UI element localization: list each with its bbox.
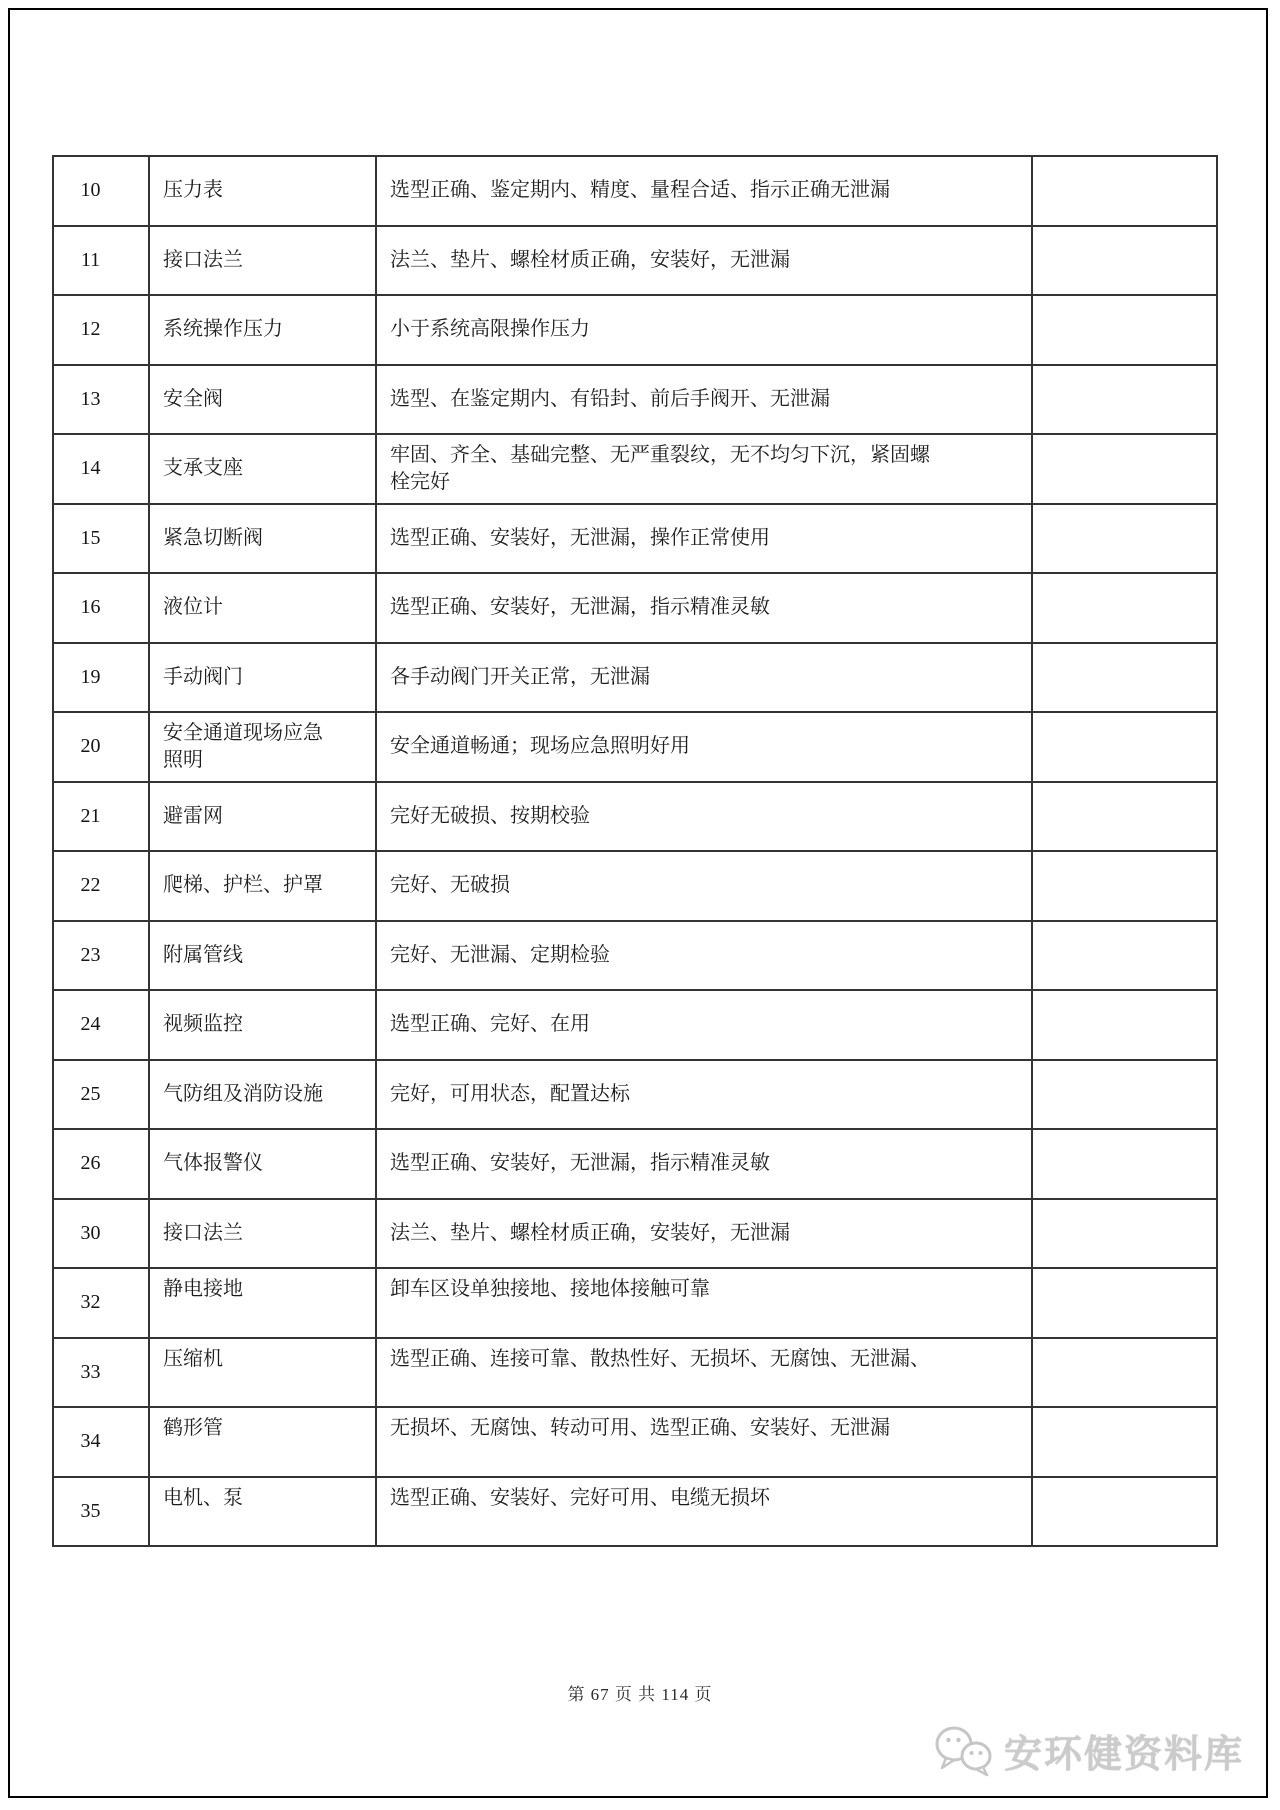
- table-row: [53, 1268, 1217, 1338]
- check-result-cell: [1032, 851, 1217, 921]
- item-name-cell: 附属管线: [149, 921, 376, 991]
- table-row: [53, 365, 1217, 435]
- check-result-cell: [1032, 1407, 1217, 1477]
- item-name-cell: 支承支座: [149, 434, 376, 504]
- row-number-cell: 12: [53, 295, 149, 365]
- row-number-cell: 16: [53, 573, 149, 643]
- table-row: [53, 921, 1217, 991]
- row-number-cell: 15: [53, 504, 149, 574]
- row-number-cell: 10: [53, 156, 149, 226]
- requirement-cell: 选型正确、安装好、完好可用、电缆无损坏: [376, 1477, 1032, 1547]
- table-row: [53, 1060, 1217, 1130]
- requirement-cell: 选型正确、鉴定期内、精度、量程合适、指示正确无泄漏: [376, 156, 1032, 226]
- item-name-cell: 手动阀门: [149, 643, 376, 713]
- check-result-cell: [1032, 365, 1217, 435]
- table-row: [53, 1477, 1217, 1547]
- table-row: [53, 712, 1217, 782]
- check-result-cell: [1032, 573, 1217, 643]
- check-result-cell: [1032, 1199, 1217, 1269]
- row-number-cell: 23: [53, 921, 149, 991]
- item-name-cell: 气防组及消防设施: [149, 1060, 376, 1130]
- watermark: [934, 1722, 1244, 1778]
- row-number-cell: 30: [53, 1199, 149, 1269]
- inspection-table: [52, 155, 1218, 1547]
- requirement-cell: 完好，可用状态，配置达标: [376, 1060, 1032, 1130]
- check-result-cell: [1032, 643, 1217, 713]
- item-name-cell: 鹤形管: [149, 1407, 376, 1477]
- item-name-cell: 液位计: [149, 573, 376, 643]
- chat-bubbles-icon: [934, 1722, 996, 1778]
- row-number-cell: 22: [53, 851, 149, 921]
- check-result-cell: [1032, 782, 1217, 852]
- check-result-cell: [1032, 1338, 1217, 1408]
- requirement-cell: 选型、在鉴定期内、有铅封、前后手阀开、无泄漏: [376, 365, 1032, 435]
- table-row: [53, 782, 1217, 852]
- check-result-cell: [1032, 434, 1217, 504]
- table-row: [53, 990, 1217, 1060]
- requirement-cell: 法兰、垫片、螺栓材质正确，安装好，无泄漏: [376, 1199, 1032, 1269]
- item-name-cell: 视频监控: [149, 990, 376, 1060]
- table-row: [53, 504, 1217, 574]
- requirement-cell: 选型正确、安装好，无泄漏，指示精准灵敏: [376, 573, 1032, 643]
- table-row: [53, 643, 1217, 713]
- row-number-cell: 34: [53, 1407, 149, 1477]
- table-row: [53, 573, 1217, 643]
- page-number-footer: 第 67 页 共 114 页: [567, 1685, 713, 1704]
- item-name-cell: 安全通道现场应急照明: [149, 712, 376, 782]
- item-name-cell: 系统操作压力: [149, 295, 376, 365]
- requirement-cell: 选型正确、连接可靠、散热性好、无损坏、无腐蚀、无泄漏、: [376, 1338, 1032, 1408]
- table-row: [53, 1129, 1217, 1199]
- check-result-cell: [1032, 295, 1217, 365]
- requirement-cell: 法兰、垫片、螺栓材质正确，安装好，无泄漏: [376, 226, 1032, 296]
- requirement-cell: 小于系统高限操作压力: [376, 295, 1032, 365]
- table-row: [53, 156, 1217, 226]
- watermark-label: 安环健资料库: [1003, 1733, 1244, 1776]
- row-number-cell: 20: [53, 712, 149, 782]
- row-number-cell: 33: [53, 1338, 149, 1408]
- item-name-cell: 接口法兰: [149, 226, 376, 296]
- item-name-cell: 紧急切断阀: [149, 504, 376, 574]
- item-name-cell: 安全阀: [149, 365, 376, 435]
- table-row: [53, 226, 1217, 296]
- check-result-cell: [1032, 712, 1217, 782]
- table-row: [53, 1338, 1217, 1408]
- row-number-cell: 25: [53, 1060, 149, 1130]
- table-row: [53, 1199, 1217, 1269]
- row-number-cell: 35: [53, 1477, 149, 1547]
- requirement-cell: 卸车区设单独接地、接地体接触可靠: [376, 1268, 1032, 1338]
- row-number-cell: 24: [53, 990, 149, 1060]
- requirement-cell: 选型正确、安装好，无泄漏，操作正常使用: [376, 504, 1032, 574]
- requirement-cell: 各手动阀门开关正常，无泄漏: [376, 643, 1032, 713]
- item-name-cell: 压缩机: [149, 1338, 376, 1408]
- item-name-cell: 电机、泵: [149, 1477, 376, 1547]
- inspection-table-body: [53, 156, 1217, 1546]
- row-number-cell: 32: [53, 1268, 149, 1338]
- table-row: [53, 1407, 1217, 1477]
- item-name-cell: 静电接地: [149, 1268, 376, 1338]
- table-row: [53, 434, 1217, 504]
- requirement-cell: 无损坏、无腐蚀、转动可用、选型正确、安装好、无泄漏: [376, 1407, 1032, 1477]
- item-name-cell: 避雷网: [149, 782, 376, 852]
- row-number-cell: 14: [53, 434, 149, 504]
- check-result-cell: [1032, 504, 1217, 574]
- check-result-cell: [1032, 921, 1217, 991]
- check-result-cell: [1032, 226, 1217, 296]
- requirement-cell: 选型正确、安装好，无泄漏，指示精准灵敏: [376, 1129, 1032, 1199]
- requirement-cell: 完好、无破损: [376, 851, 1032, 921]
- check-result-cell: [1032, 1060, 1217, 1130]
- row-number-cell: 26: [53, 1129, 149, 1199]
- item-name-cell: 爬梯、护栏、护罩: [149, 851, 376, 921]
- check-result-cell: [1032, 1268, 1217, 1338]
- requirement-cell: 完好、无泄漏、定期检验: [376, 921, 1032, 991]
- check-result-cell: [1032, 990, 1217, 1060]
- requirement-cell: 牢固、齐全、基础完整、无严重裂纹，无不均匀下沉，紧固螺栓完好: [376, 434, 1032, 504]
- item-name-cell: 气体报警仪: [149, 1129, 376, 1199]
- item-name-cell: 压力表: [149, 156, 376, 226]
- row-number-cell: 13: [53, 365, 149, 435]
- table-row: [53, 295, 1217, 365]
- row-number-cell: 21: [53, 782, 149, 852]
- check-result-cell: [1032, 1129, 1217, 1199]
- requirement-cell: 安全通道畅通；现场应急照明好用: [376, 712, 1032, 782]
- item-name-cell: 接口法兰: [149, 1199, 376, 1269]
- row-number-cell: 19: [53, 643, 149, 713]
- table-row: [53, 851, 1217, 921]
- requirement-cell: 选型正确、完好、在用: [376, 990, 1032, 1060]
- check-result-cell: [1032, 1477, 1217, 1547]
- check-result-cell: [1032, 156, 1217, 226]
- row-number-cell: 11: [53, 226, 149, 296]
- requirement-cell: 完好无破损、按期校验: [376, 782, 1032, 852]
